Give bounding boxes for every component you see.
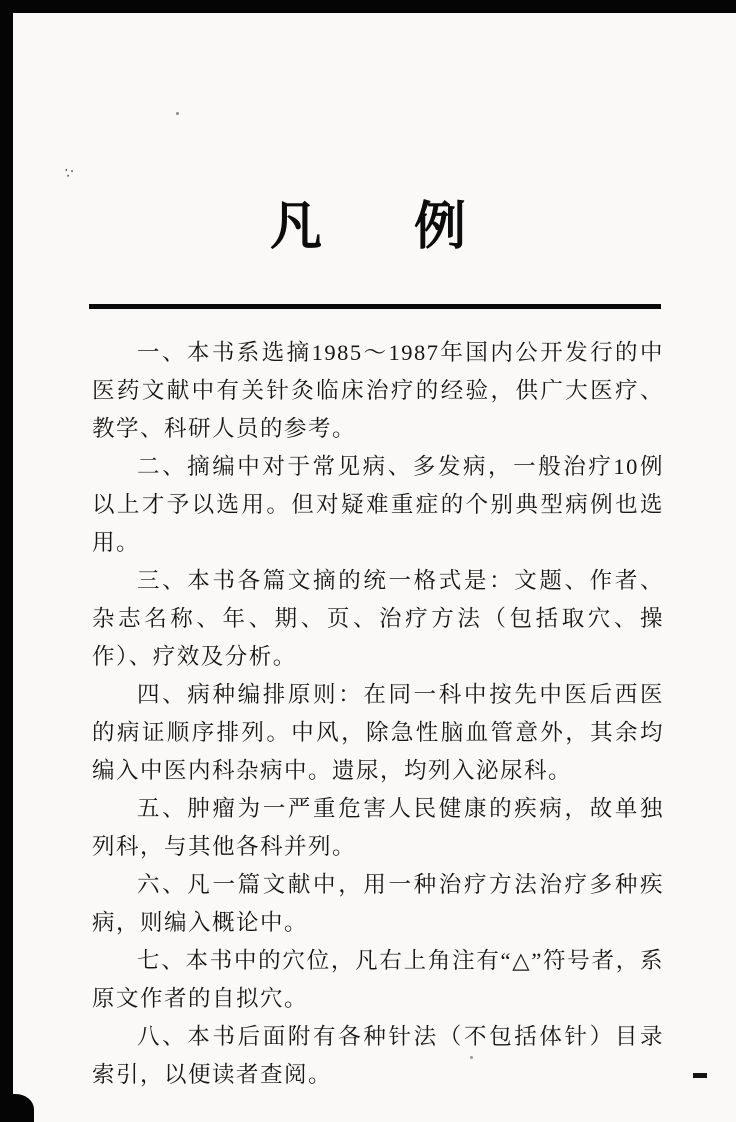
body-paragraph: 一、本书系选摘1985～1987年国内公开发行的中医药文献中有关针灸临床治疗的经验，供广大医疗、教学、科研人员的参考。	[92, 340, 664, 441]
body-paragraph: 四、病种编排原则：在同一科中按先中医后西医的病证顺序排列。中风，除急性脑血管意外，其余均编入中医内科杂病中。遗尿，均列入泌尿科。	[92, 682, 664, 783]
body-text-block	[92, 334, 664, 1094]
body-paragraph: 七、本书中的穴位，凡右上角注有“△”符号者，系原文作者的自拟穴。	[92, 948, 664, 1011]
page-title	[0, 198, 736, 258]
title-char-right: 例	[414, 199, 467, 256]
body-paragraph: 五、肿瘤为一严重危害人民健康的疾病，故单独列科，与其他各科并列。	[92, 796, 664, 859]
scan-speck	[176, 112, 179, 115]
title-char-left: 凡	[269, 199, 322, 256]
body-paragraph: 二、摘编中对于常见病、多发病，一般治疗10例以上才予以选用。但对疑难重症的个别典型病例也选用。	[92, 454, 664, 555]
scan-dash-bottom-right	[693, 1073, 707, 1078]
scan-noise-mark: ∵	[62, 165, 75, 183]
scan-corner-blob	[0, 1094, 34, 1122]
title-divider-rule	[89, 304, 661, 309]
scan-edge-top	[0, 0, 736, 13]
body-paragraph: 八、本书后面附有各种针法（不包括体针）目录索引，以便读者查阅。	[92, 1024, 664, 1087]
body-paragraph: 六、凡一篇文献中，用一种治疗方法治疗多种疾病，则编入概论中。	[92, 872, 664, 935]
body-paragraph: 三、本书各篇文摘的统一格式是：文题、作者、杂志名称、年、期、页、治疗方法（包括取穴、操作）、疗效及分析。	[92, 568, 664, 669]
scan-edge-left	[0, 0, 13, 1122]
